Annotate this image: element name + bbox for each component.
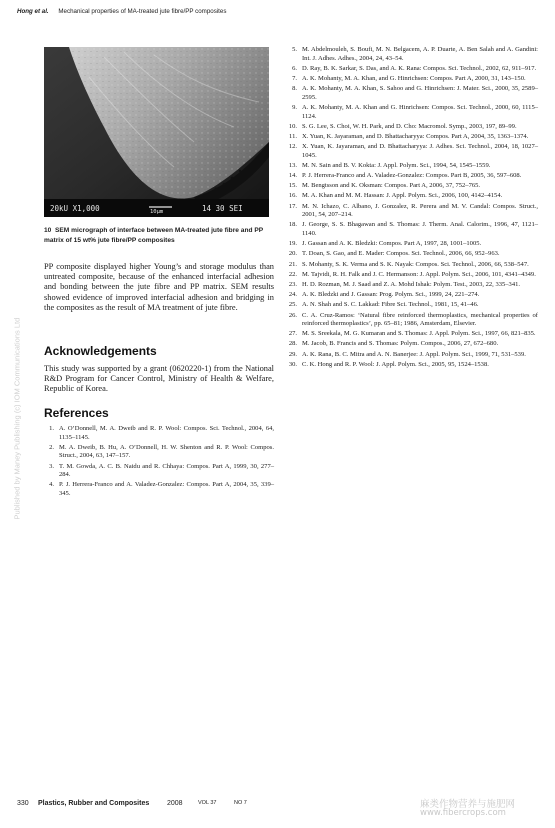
- body-paragraph: PP composite displayed higher Young’s and storage modulus than untreated composite, because of the enhanced interfacial adhesion and bonding between the jute fibre and PP matrix. SEM results showed evidence of improved interfacial adhesion and bridging in the composites as the result of MA treatment of jute fibre.: [44, 262, 274, 312]
- sem-micrograph-image: [44, 47, 269, 217]
- reference-item: [287, 162, 538, 171]
- running-head-title: Mechanical properties of MA-treated jute fibre/PP composites: [58, 8, 227, 15]
- reference-number: 30.: [288, 360, 297, 368]
- reference-text: M. Jacob, B. Francis and S. Thomas: Polym. Compos., 2006, 27, 672–680.: [302, 340, 499, 348]
- reference-text: A. O’Donnell, M. A. Dweib and R. P. Wool: Compos. Sci. Technol., 2004, 64, 1135–1145.: [59, 425, 274, 441]
- reference-number: 2.: [49, 443, 54, 451]
- reference-text: M. Tajvidi, R. H. Falk and J. C. Hermanson: J. Appl. Polym. Sci., 2006, 101, 4341–4349.: [302, 270, 536, 278]
- reference-item: [287, 46, 538, 63]
- reference-item: [287, 85, 538, 102]
- reference-text: M. A. Dweib, B. Hu, A. O’Donnell, H. W. Shenton and R. P. Wool: Compos. Struct., 2004, 63, 147–157.: [59, 443, 274, 460]
- reference-number: 13.: [288, 161, 297, 169]
- reference-text: S. Mohanty, S. K. Verma and S. K. Nayak: Compos. Sci. Technol., 2006, 66, 538–547.: [302, 260, 529, 268]
- reference-number: 20.: [288, 250, 297, 258]
- page-number: 330: [17, 800, 29, 807]
- reference-text: C. K. Hong and R. P. Wool: J. Appl. Polym. Sci., 2005, 95, 1524–1538.: [302, 360, 489, 368]
- acknowledgements-text: This study was supported by a grant (0620220-1) from the National R&D Program for Cancer Control, Ministry of Health & Welfare, Republic of Korea.: [44, 364, 274, 394]
- reference-item: [287, 361, 538, 370]
- reference-number: 11.: [289, 132, 297, 140]
- reference-text: A. K. Mohanty, M. A. Khan, and G. Hinrichsen: Compos. Part A, 2000, 31, 143–150.: [302, 74, 526, 82]
- watermark-chinese: 麻类作物营养与施肥网: [420, 799, 516, 810]
- reference-item: [287, 301, 538, 310]
- reference-number: 22.: [288, 270, 297, 278]
- figure-caption: [44, 226, 274, 245]
- reference-number: 29.: [288, 350, 297, 358]
- reference-text: J. George, S. S. Bhagawan and S. Thomas: J. Therm. Anal. Calorim., 1996, 47, 1121–1140.: [302, 221, 538, 237]
- figure-caption-number: 10: [44, 227, 52, 234]
- reference-item: [287, 172, 538, 181]
- reference-number: 10.: [288, 122, 297, 130]
- references-heading: References: [44, 406, 109, 420]
- reference-item: [287, 133, 538, 142]
- reference-text: H. D. Rozman, M. J. Saad and Z. A. Mohd Ishak: Polym. Test., 2003, 22, 335–341.: [302, 280, 521, 288]
- reference-text: M. Abdelmouleh, S. Boufi, M. N. Belgacem, A. P. Duarte, A. Ben Salah and A. Gandini: Int. J. Adhes. Adhes., 2004, 24, 43–54.: [302, 46, 538, 62]
- reference-text: A. K. Rana, B. C. Mitra and A. N. Banerjee: J. Appl. Polym. Sci., 1999, 71, 531–539.: [302, 350, 526, 358]
- reference-text: A. K. Bledzki and J. Gassan: Prog. Polym. Sci., 1999, 24, 221–274.: [302, 291, 480, 299]
- reference-item: [287, 104, 538, 121]
- reference-number: 17.: [288, 202, 297, 210]
- reference-number: 25.: [288, 301, 297, 309]
- reference-item: [44, 444, 274, 461]
- reference-text: P. J. Herrera-Franco and A. Valadez-Gonzalez: Compos. Part B, 2005, 36, 597–608.: [302, 172, 522, 180]
- reference-number: 28.: [288, 340, 297, 348]
- reference-number: 8.: [292, 85, 297, 93]
- reference-number: 7.: [292, 74, 297, 82]
- reference-number: 16.: [288, 192, 297, 200]
- reference-text: T. M. Gowda, A. C. B. Naidu and R. Chhaya: Compos. Part A, 1999, 30, 277–284.: [59, 462, 274, 479]
- micrograph-id-label: 14 30 SEI: [202, 204, 243, 213]
- reference-number: 9.: [292, 103, 297, 111]
- reference-item: [287, 271, 538, 280]
- reference-item: [287, 203, 538, 220]
- running-head: [17, 8, 226, 15]
- reference-list-left: [44, 425, 274, 500]
- publisher-side-note: Published by Maney Publishing (c) IOM Communications Ltd: [12, 317, 22, 520]
- reference-number: 27.: [288, 330, 297, 338]
- reference-item: [287, 65, 538, 74]
- reference-item: [287, 351, 538, 360]
- reference-number: 21.: [288, 260, 297, 268]
- reference-number: 24.: [288, 291, 297, 299]
- reference-text: X. Yuan, K. Jayaraman, and D. Bhattacharyya: J. Adhes. Sci. Technol., 2004, 18, 1027–1045.: [302, 143, 538, 159]
- reference-item: [44, 463, 274, 480]
- reference-text: C. A. Cruz-Ramos: ‘Natural fibre reinforced thermoplastics, mechanical properties of reinforced thermoplastics’, pp. 65–81; 1986, Amsterdam, Elsevier.: [302, 311, 538, 328]
- reference-text: P. J. Herrera-Franco and A. Valadez-Gonzalez: Compos. Part A, 2004, 35, 339–345.: [59, 481, 274, 497]
- reference-item: [287, 340, 538, 349]
- journal-issue: NO 7: [234, 800, 247, 806]
- reference-item: [287, 312, 538, 329]
- reference-text: A. K. Mohanty, M. A. Khan and G. Hinrichsen: Compos. Sci. Technol., 2000, 60, 1115–1124.: [302, 103, 538, 120]
- reference-item: [287, 250, 538, 259]
- reference-number: 12.: [288, 143, 297, 151]
- reference-number: 15.: [288, 182, 297, 190]
- reference-item: [287, 123, 538, 132]
- reference-number: 5.: [292, 46, 297, 53]
- reference-number: 1.: [49, 425, 54, 432]
- sem-micrograph: [44, 47, 269, 217]
- running-head-authors: Hong et al.: [17, 8, 49, 15]
- reference-item: [287, 261, 538, 270]
- reference-number: 4.: [49, 481, 54, 489]
- reference-item: [287, 240, 538, 249]
- reference-item: [287, 221, 538, 238]
- figure-caption-text: SEM micrograph of interface between MA-treated jute fibre and PP matrix of 15 wt% jute fibre/PP composites: [44, 227, 264, 244]
- micrograph-scale-label: 20kU X1,000: [50, 204, 100, 213]
- reference-text: D. Ray, B. K. Sarkar, S. Das, and A. K. Rana: Compos. Sci. Technol., 2002, 62, 911–917.: [302, 64, 537, 72]
- reference-item: [44, 425, 274, 442]
- reference-number: 23.: [288, 280, 297, 288]
- reference-number: 18.: [288, 221, 297, 229]
- reference-item: [287, 192, 538, 201]
- reference-text: A. N. Shah and S. C. Lakkad: Fibre Sci. Technol., 1981, 15, 41–46.: [302, 301, 479, 309]
- reference-text: T. Doan, S. Gao, and E. Mader: Compos. Sci. Technol., 2006, 66, 952–963.: [302, 250, 500, 258]
- reference-text: M. Bengtsson and K. Oksman: Compos. Part A, 2006, 37, 752–765.: [302, 182, 481, 190]
- reference-number: 6.: [292, 64, 297, 72]
- reference-number: 26.: [288, 311, 297, 319]
- reference-text: M. A. Khan and M. M. Hassan: J. Appl. Polym. Sci., 2006, 100, 4142–4154.: [302, 192, 503, 200]
- reference-item: [287, 75, 538, 84]
- reference-text: M. N. Sain and B. V. Kokta: J. Appl. Polym. Sci., 1994, 54, 1545–1559.: [302, 161, 491, 169]
- reference-text: M. N. Ichazo, C. Albano, J. Gonzalez, R. Perera and M. V. Candal: Compos. Struct., 2001, 54, 207–214.: [302, 202, 538, 219]
- micrograph-scale-bar-label: 10µm: [150, 209, 164, 215]
- reference-text: X. Yuan, K. Jayaraman, and D. Bhattacharyya: Compos. Part A, 2004, 35, 1363–1374.: [302, 132, 529, 140]
- reference-text: M. S. Sreekala, M. G. Kumaran and S. Thomas: J. Appl. Polym. Sci., 1997, 66, 821–835.: [302, 330, 536, 338]
- reference-item: [287, 143, 538, 160]
- reference-text: S. G. Lee, S. Choi, W. H. Park, and D. Cho: Macromol. Symp., 2003, 197, 89–99.: [302, 122, 517, 130]
- reference-item: [44, 481, 274, 498]
- acknowledgements-heading: Acknowledgements: [44, 344, 157, 358]
- reference-text: J. Gassan and A. K. Bledzki: Compos. Part A, 1997, 28, 1001–1005.: [302, 240, 482, 248]
- journal-name: Plastics, Rubber and Composites: [38, 800, 150, 807]
- reference-text: A. K. Mohanty, M. A. Khan, S. Sahoo and G. Hinrichsen: J. Mater. Sci., 2000, 35, 2589–2595.: [302, 85, 538, 101]
- reference-number: 14.: [288, 172, 297, 180]
- reference-number: 3.: [49, 462, 54, 470]
- reference-number: 19.: [288, 240, 297, 248]
- reference-item: [287, 291, 538, 300]
- reference-item: [287, 281, 538, 290]
- journal-year: 2008: [167, 800, 183, 807]
- reference-item: [287, 182, 538, 191]
- watermark-url: www.fibercrops.com: [420, 808, 506, 818]
- reference-list-right: [287, 46, 538, 371]
- reference-item: [287, 330, 538, 339]
- journal-volume: VOL 37: [198, 800, 217, 806]
